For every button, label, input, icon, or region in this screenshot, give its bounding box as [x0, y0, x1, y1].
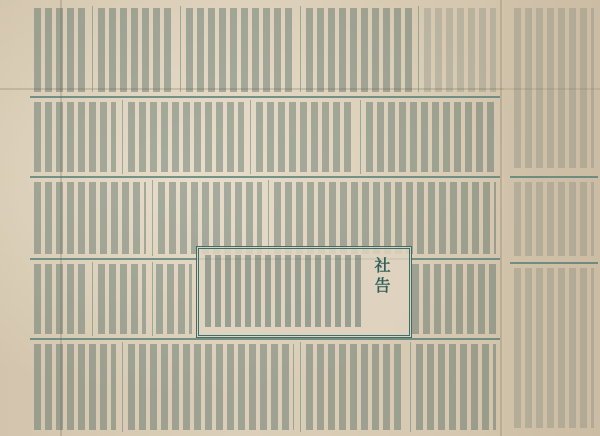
text-column: [128, 344, 294, 430]
text-column: [416, 344, 496, 430]
column-rule: [360, 100, 361, 174]
notice-body: [205, 255, 365, 327]
text-column: [306, 8, 412, 92]
tier-rule: [510, 176, 598, 178]
text-column: [256, 102, 354, 172]
tier-rule: [30, 176, 500, 178]
text-column: [306, 344, 404, 430]
column-rule: [180, 6, 181, 92]
tier-rule: [510, 262, 598, 264]
column-rule: [92, 6, 93, 92]
column-rule: [300, 6, 301, 92]
text-column: [34, 264, 86, 334]
text-column: [128, 102, 244, 172]
text-column: [34, 8, 86, 92]
column-rule: [92, 262, 93, 336]
column-rule: [152, 180, 153, 256]
text-column: [158, 182, 262, 254]
text-column: [366, 102, 496, 172]
column-rule: [122, 342, 123, 432]
column-rule: [418, 6, 419, 92]
column-rule: [268, 180, 269, 256]
tier-rule: [30, 338, 500, 340]
text-column: [514, 8, 594, 168]
tier-rule: [30, 96, 500, 98]
text-column: [156, 264, 192, 334]
text-column: [412, 264, 496, 334]
text-column: [274, 182, 496, 254]
fold-line: [500, 0, 502, 436]
text-column: [424, 8, 496, 92]
text-column: [514, 182, 594, 256]
company-notice-box: [196, 246, 412, 338]
column-rule: [410, 342, 411, 432]
text-column: [34, 182, 146, 254]
column-rule: [300, 342, 301, 432]
text-column: [98, 8, 174, 92]
column-rule: [152, 262, 153, 336]
text-column: [34, 344, 116, 430]
text-column: [514, 268, 594, 428]
column-rule: [250, 100, 251, 174]
text-column: [34, 102, 116, 172]
column-rule: [122, 100, 123, 174]
text-column: [186, 8, 294, 92]
notice-title: 社告: [372, 257, 391, 297]
text-column: [98, 264, 146, 334]
